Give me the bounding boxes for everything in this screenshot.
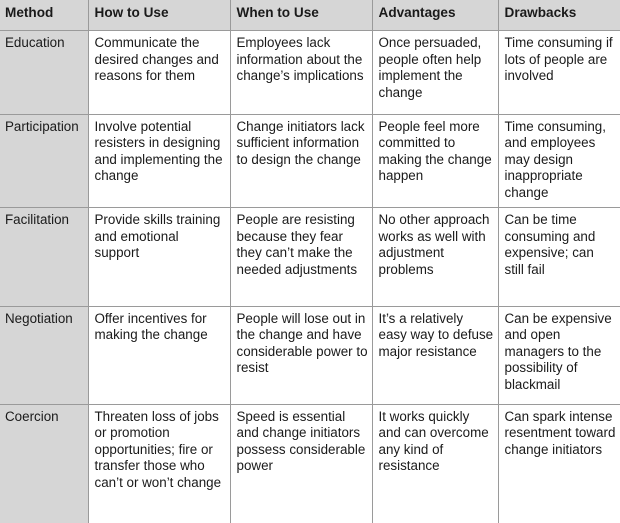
- table-row-negotiation: [0, 306, 620, 404]
- when-to-use-cell: Speed is essential and change initiators possess considerable power: [230, 404, 372, 523]
- header-drawbacks: Drawbacks: [498, 0, 620, 31]
- method-cell: Education: [0, 31, 88, 115]
- header-advantages: Advantages: [372, 0, 498, 31]
- advantages-cell: People feel more committed to making the change happen: [372, 114, 498, 208]
- table-row-facilitation: [0, 208, 620, 307]
- header-row: [0, 0, 620, 31]
- how-to-use-cell: Communicate the desired changes and reasons for them: [88, 31, 230, 115]
- advantages-cell: It’s a relatively easy way to defuse major resistance: [372, 306, 498, 404]
- how-to-use-cell: Threaten loss of jobs or promotion opportunities; fire or transfer those who can’t or won’t change: [88, 404, 230, 523]
- table-body: [0, 31, 620, 523]
- when-to-use-cell: People will lose out in the change and have considerable power to resist: [230, 306, 372, 404]
- method-cell: Facilitation: [0, 208, 88, 307]
- drawbacks-cell: Time consuming if lots of people are involved: [498, 31, 620, 115]
- when-to-use-cell: Change initiators lack sufficient information to design the change: [230, 114, 372, 208]
- how-to-use-cell: Involve potential resisters in designing and implementing the change: [88, 114, 230, 208]
- method-cell: Negotiation: [0, 306, 88, 404]
- method-cell: Participation: [0, 114, 88, 208]
- header-how-to-use: How to Use: [88, 0, 230, 31]
- drawbacks-cell: Can be expensive and open managers to the possibility of blackmail: [498, 306, 620, 404]
- table-header: [0, 0, 620, 31]
- method-cell: Coercion: [0, 404, 88, 523]
- table-row-coercion: [0, 404, 620, 523]
- drawbacks-cell: Can be time consuming and expensive; can still fail: [498, 208, 620, 307]
- drawbacks-cell: Time consuming, and employees may design inappropriate change: [498, 114, 620, 208]
- when-to-use-cell: Employees lack information about the change’s implications: [230, 31, 372, 115]
- how-to-use-cell: Provide skills training and emotional support: [88, 208, 230, 307]
- drawbacks-cell: Can spark intense resentment toward change initiators: [498, 404, 620, 523]
- header-when-to-use: When to Use: [230, 0, 372, 31]
- table-row-education: [0, 31, 620, 115]
- header-method: Method: [0, 0, 88, 31]
- how-to-use-cell: Offer incentives for making the change: [88, 306, 230, 404]
- table-row-participation: [0, 114, 620, 208]
- advantages-cell: No other approach works as well with adjustment problems: [372, 208, 498, 307]
- when-to-use-cell: People are resisting because they fear they can’t make the needed adjustments: [230, 208, 372, 307]
- advantages-cell: It works quickly and can overcome any kind of resistance: [372, 404, 498, 523]
- advantages-cell: Once persuaded, people often help implement the change: [372, 31, 498, 115]
